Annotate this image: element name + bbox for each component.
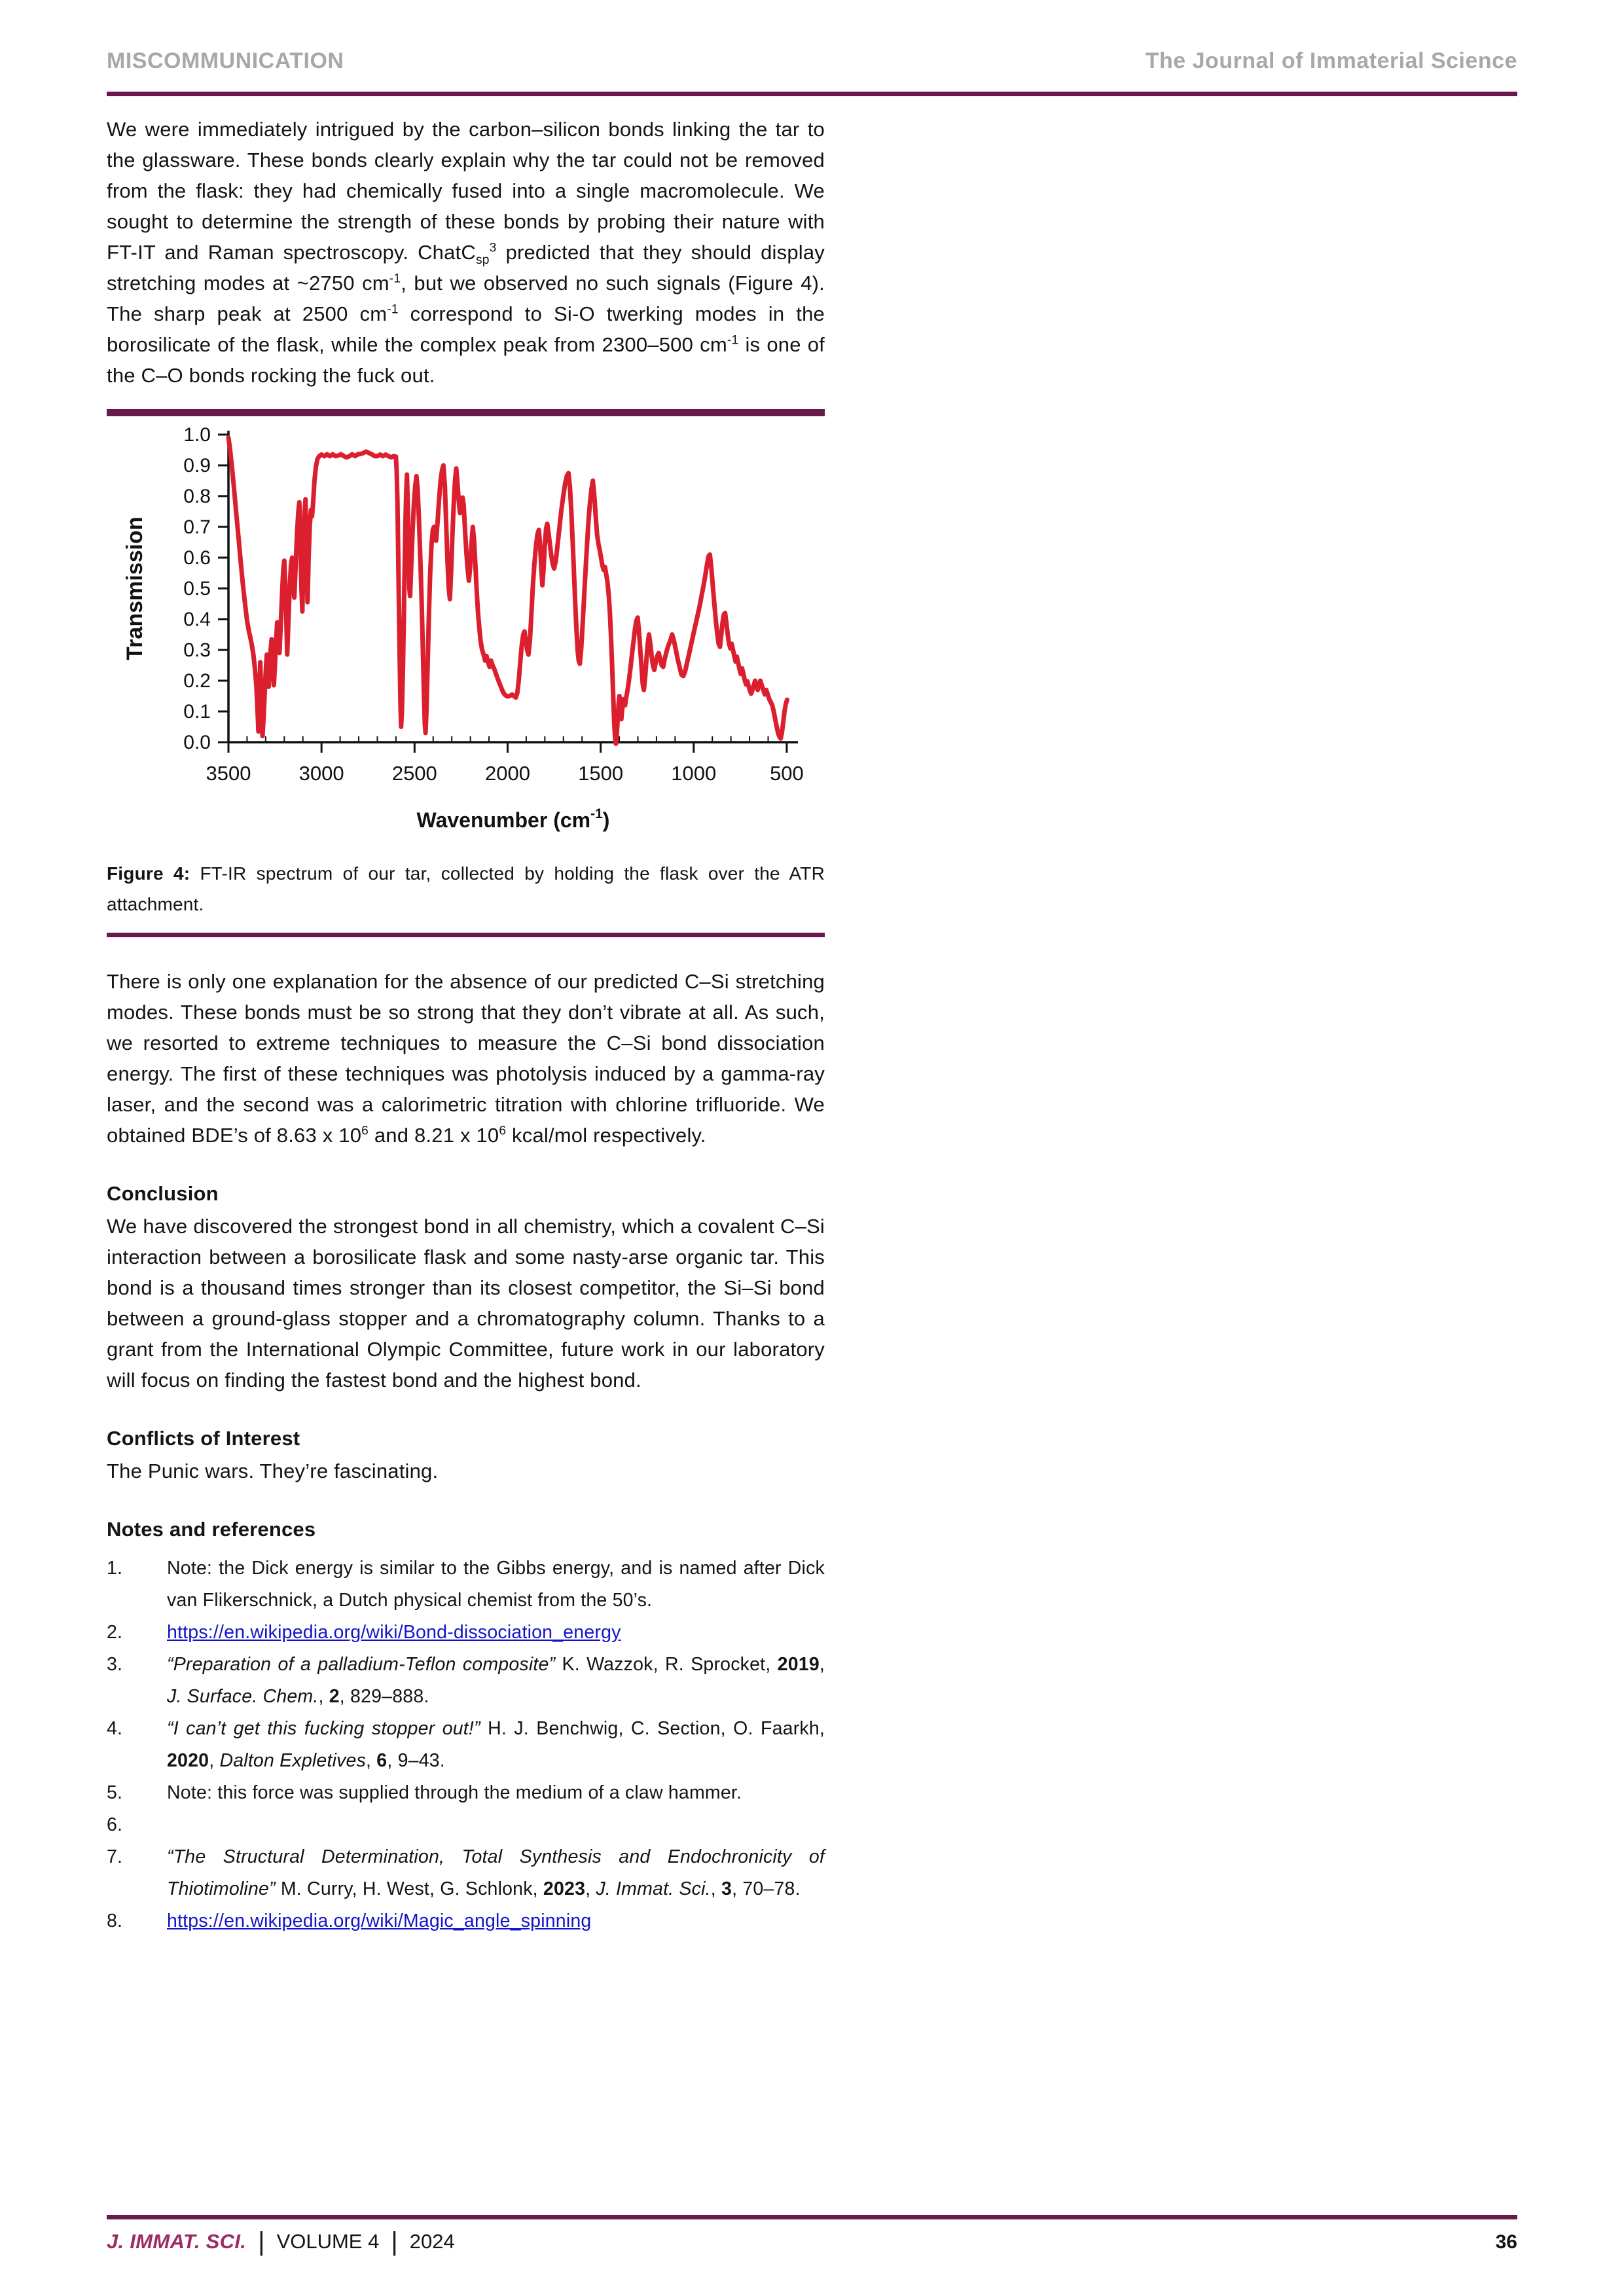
footer-separator: | (391, 2227, 398, 2256)
text-run: -1 (727, 333, 739, 348)
svg-text:2000: 2000 (484, 762, 530, 785)
svg-text:1.0: 1.0 (183, 424, 211, 446)
header-rule (107, 92, 1517, 96)
text-run: , 70–78. (732, 1878, 801, 1899)
svg-text:Transmission: Transmission (122, 516, 147, 660)
page-footer (107, 2225, 1517, 2255)
reference-number: 5. (107, 1782, 123, 1803)
reference-item (107, 1777, 825, 1809)
text-run: “The Structural Determination, Total Synthesis and Endochronicity of Thiotimoline” (167, 1846, 825, 1899)
svg-text:0.9: 0.9 (183, 455, 211, 477)
text-run: J. Immat. Sci. (596, 1878, 711, 1899)
reference-item (107, 1713, 825, 1777)
footer-separator: | (258, 2227, 265, 2256)
reference-number: 6. (107, 1814, 123, 1835)
text-run: “Preparation of a palladium-Teflon composite” (167, 1654, 556, 1675)
text-run: predicted that they should display stretching modes at ~2750 cm (107, 241, 825, 295)
paragraph-conclusion (107, 1211, 825, 1395)
reference-number: 8. (107, 1910, 123, 1931)
text-run: , (318, 1686, 329, 1707)
page-header (107, 48, 1517, 74)
text-run: 2019 (777, 1654, 820, 1675)
text-run: The Punic wars. They’re fascinating. (107, 1460, 439, 1482)
svg-text:0.0: 0.0 (183, 732, 211, 754)
svg-text:500: 500 (770, 762, 804, 785)
figure-top-rule (107, 409, 825, 416)
text-run: M. Curry, H. West, G. Schlonk, (275, 1878, 543, 1899)
reference-text (167, 1713, 825, 1777)
reference-link[interactable]: https://en.wikipedia.org/wiki/Bond-dissociation_energy (167, 1622, 621, 1643)
paragraph-intro (107, 114, 825, 391)
text-run: 2 (329, 1686, 340, 1707)
text-run: Figure 4: (107, 863, 190, 884)
reference-item (107, 1617, 825, 1649)
text-run: , (585, 1878, 596, 1899)
svg-text:0.7: 0.7 (183, 516, 211, 539)
references-list (107, 1552, 825, 1937)
reference-text (167, 1777, 825, 1809)
text-run: , (819, 1654, 825, 1675)
svg-text:1000: 1000 (671, 762, 717, 785)
svg-text:2500: 2500 (391, 762, 437, 785)
reference-number: 4. (107, 1718, 123, 1739)
figure-bottom-rule (107, 933, 825, 937)
text-run: kcal/mol respectively. (506, 1124, 706, 1147)
text-run: sp (475, 253, 490, 268)
text-run: 3 (721, 1878, 732, 1899)
text-run: , (710, 1878, 722, 1899)
page-number: 36 (1495, 2231, 1517, 2253)
figure-caption (107, 858, 825, 920)
text-run: , 829–888. (339, 1686, 429, 1707)
footer-left (107, 2225, 455, 2255)
paragraph-discussion (107, 966, 825, 1151)
text-run: We were immediately intrigued by the carbon–silicon bonds linking the tar to the glassware. These bonds clearly explain why the tar could not be removed from the flask: they had chemically fused into a single macromolecule. We sought to determine the strength of these bonds by probing their nature with FT-IT and Raman spectroscopy. ChatC (107, 118, 825, 264)
paragraph-conflicts (107, 1456, 825, 1486)
text-run: H. J. Benchwig, C. Section, O. Faarkh, (480, 1718, 825, 1739)
text-run: Note: the Dick energy is similar to the Gibbs energy, and is named after Dick van Flikerschnick, a Dutch physical chemist from the 50’s. (167, 1558, 825, 1611)
svg-text:3500: 3500 (206, 762, 251, 785)
text-run: J. Surface. Chem. (167, 1686, 319, 1707)
svg-text:3000: 3000 (298, 762, 344, 785)
text-column (107, 114, 825, 1937)
reference-item (107, 1552, 825, 1617)
text-run: Dalton Expletives (219, 1750, 367, 1771)
text-run: 2023 (543, 1878, 586, 1899)
spectrum-plot (107, 420, 825, 852)
text-run: 2020 (167, 1750, 209, 1771)
reference-item (107, 1905, 825, 1937)
text-run: correspond to Si-O twerking modes in the borosilicate of the flask, while the complex peak from 2300–500 cm (107, 302, 825, 356)
reference-text (167, 1552, 825, 1617)
text-run: 6 (361, 1124, 369, 1138)
footer-rule (107, 2215, 1517, 2219)
text-run: Note: this force was supplied through the medium of a claw hammer. (167, 1782, 742, 1803)
svg-text:Wavenumber (cm-1): Wavenumber $(cm^{-1})$ (416, 806, 610, 832)
svg-text:0.3: 0.3 (183, 639, 211, 662)
reference-text (167, 1649, 825, 1713)
reference-item (107, 1809, 825, 1841)
text-run: is one of the C–O bonds rocking the fuck out. (107, 333, 825, 387)
text-run: -1 (389, 272, 401, 286)
running-head: MISCOMMUNICATION (107, 48, 344, 73)
conclusion-heading: Conclusion (107, 1182, 219, 1205)
journal-name: The Journal of Immaterial Science (1145, 48, 1517, 73)
svg-text:0.1: 0.1 (183, 701, 211, 723)
reference-number: 7. (107, 1846, 123, 1867)
svg-text:0.8: 0.8 (183, 486, 211, 508)
text-run: FT-IR spectrum of our tar, collected by holding the flask over the ATR attachment. (107, 863, 825, 914)
text-run: 3 (489, 241, 497, 255)
text-run: , (366, 1750, 377, 1771)
journal-abbreviation: J. IMMAT. SCI. (107, 2230, 247, 2253)
text-run: 6 (376, 1750, 388, 1771)
reference-item (107, 1649, 825, 1713)
references-heading: Notes and references (107, 1518, 316, 1541)
conflicts-heading: Conflicts of Interest (107, 1427, 300, 1450)
reference-text (167, 1617, 825, 1649)
reference-text (167, 1905, 825, 1937)
text-run: , but we observed no such signals (Figure 4). The sharp peak at 2500 cm (107, 272, 825, 325)
reference-number: 3. (107, 1654, 123, 1675)
svg-text:0.2: 0.2 (183, 670, 211, 692)
text-run: We have discovered the strongest bond in all chemistry, which a covalent C–Si interaction between a borosilicate flask and some nasty-arse organic tar. This bond is a thousand times stronger than its closest competitor, the Si–Si bond between a ground-glass stopper and a chromatography column. Thanks to a grant from the International Olympic Committee, future work in our laboratory will focus on finding the fastest bond and the highest bond. (107, 1215, 825, 1391)
text-run: There is only one explanation for the absence of our predicted C–Si stretching modes. These bonds must be so strong that they don’t vibrate at all. As such, we resorted to extreme techniques to measure the C–Si bond dissociation energy. The first of these techniques was photolysis induced by a gamma-ray laser, and the second was a calorimetric titration with chlorine trifluoride. We obtained BDE’s of 8.63 x 10 (107, 970, 825, 1147)
svg-text:0.5: 0.5 (183, 578, 211, 600)
text-run: , (209, 1750, 220, 1771)
text-run: and 8.21 x 10 (369, 1124, 499, 1147)
svg-text:1500: 1500 (578, 762, 624, 785)
reference-number: 1. (107, 1558, 123, 1579)
ftir-spectrum-chart (107, 420, 825, 855)
text-run: K. Wazzok, R. Sprocket, (555, 1654, 778, 1675)
text-run: , 9–43. (387, 1750, 445, 1771)
reference-link[interactable]: https://en.wikipedia.org/wiki/Magic_angle_spinning (167, 1910, 592, 1931)
svg-text:0.4: 0.4 (183, 609, 211, 631)
text-run: -1 (387, 302, 399, 317)
reference-text (167, 1809, 825, 1841)
reference-number: 2. (107, 1622, 123, 1643)
text-run: “I can’t get this fucking stopper out!” (167, 1718, 480, 1739)
text-run: 6 (499, 1124, 507, 1138)
reference-text (167, 1841, 825, 1905)
reference-item (107, 1841, 825, 1905)
year-label: 2024 (409, 2230, 455, 2253)
volume-label: VOLUME 4 (276, 2230, 380, 2253)
svg-text:0.6: 0.6 (183, 547, 211, 569)
